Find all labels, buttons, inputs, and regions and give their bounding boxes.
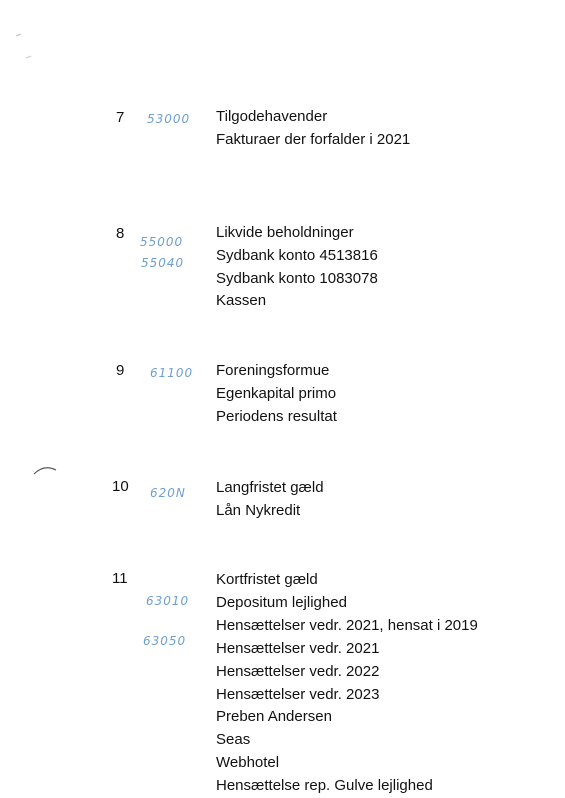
section-line: Preben Andersen [216,708,332,725]
section-heading: Likvide beholdninger [216,224,354,241]
handwritten-account-number: 620N [150,486,186,500]
section-line: Lån Nykredit [216,502,301,519]
handwritten-account-number: 55000 [140,235,184,249]
section-line: Hensættelser vedr. 2022 [216,663,380,680]
section-line: Hensættelse rep. Gulve lejlighed [216,777,433,794]
section-line: Sydbank konto 4513816 [216,247,378,264]
section-line: Egenkapital primo [216,385,337,402]
handwritten-account-number: 63050 [143,634,187,648]
handwritten-account-number: 61100 [150,366,194,380]
section-heading: Tilgodehavender [216,108,328,125]
section-line: Hensættelser vedr. 2021, hensat i 2019 [216,617,478,634]
section-line: Seas [216,731,251,748]
section-line: Fakturaer der forfalder i 2021 [216,131,411,148]
section-line: Periodens resultat [216,408,337,425]
note-number: 11 [112,570,128,587]
note-number: 10 [112,478,129,495]
section-line: Webhotel [216,754,280,771]
handwritten-account-number: 63010 [146,594,190,608]
scan-mark-arc [32,462,58,476]
section-heading: Foreningsformue [216,362,330,379]
section-heading: Langfristet gæld [216,479,324,496]
section-line: Depositum lejlighed [216,594,347,611]
section-line: Hensættelser vedr. 2021 [216,640,380,657]
note-number: 7 [116,109,125,126]
section-line: Sydbank konto 1083078 [216,270,378,287]
note-number: 9 [116,362,125,379]
handwritten-account-number: 55040 [141,256,185,270]
handwritten-account-number: 53000 [147,112,191,126]
scan-mark-top-left [14,28,44,68]
section-heading: Kortfristet gæld [216,571,318,588]
note-number: 8 [116,225,125,242]
section-line: Hensættelser vedr. 2023 [216,686,380,703]
section-line: Kassen [216,292,267,309]
